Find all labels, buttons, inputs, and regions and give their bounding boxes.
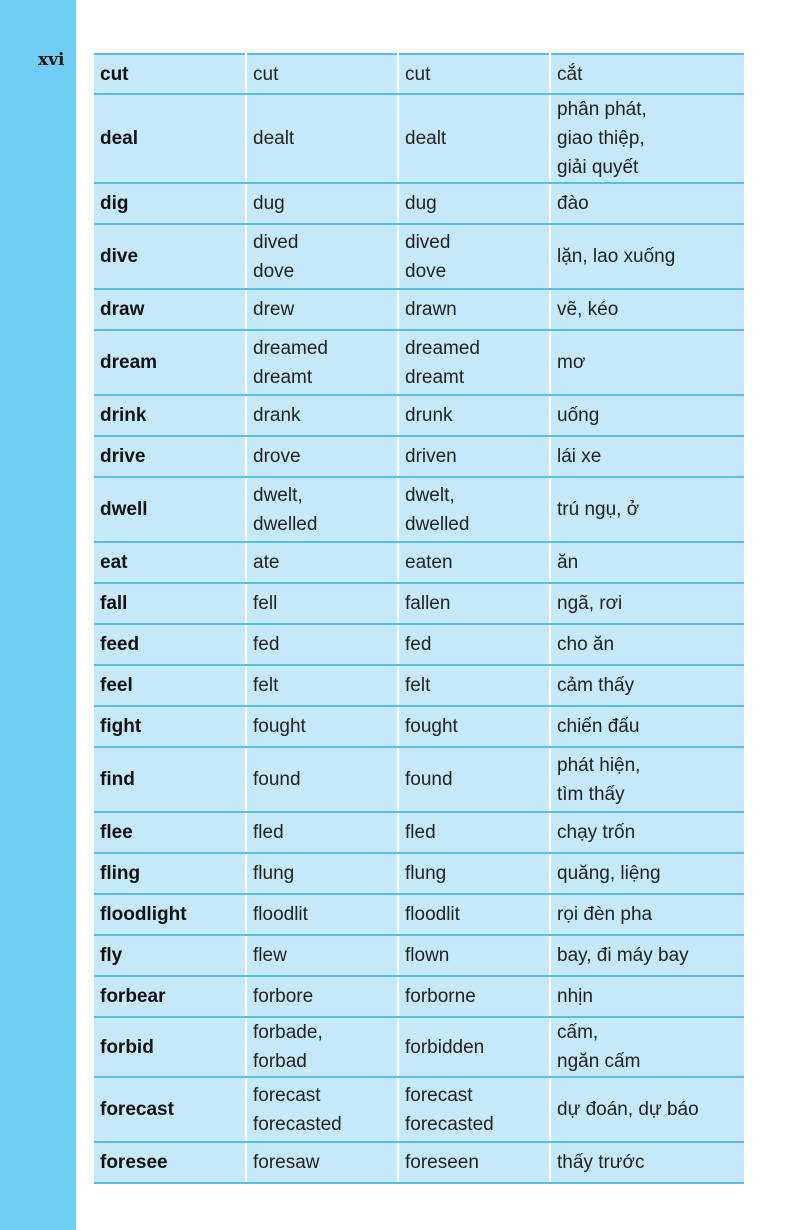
past-simple-cell-line: dove bbox=[253, 260, 295, 282]
past-participle-cell bbox=[398, 330, 550, 395]
table-row bbox=[94, 330, 744, 395]
meaning-cell-line: phát hiện, bbox=[557, 754, 641, 776]
past-participle-cell-line: drunk bbox=[405, 405, 453, 426]
meaning-cell bbox=[550, 935, 744, 976]
past-simple-cell-line: forbad bbox=[253, 1051, 307, 1072]
past-participle-cell-line: dreamt bbox=[405, 366, 465, 388]
past-participle-cell bbox=[398, 747, 550, 812]
table-row bbox=[94, 224, 744, 289]
base-form-cell: draw bbox=[94, 289, 246, 330]
base-form-cell: forecast bbox=[94, 1077, 246, 1142]
meaning-cell-line: uống bbox=[557, 405, 600, 426]
past-simple-cell-line: dug bbox=[253, 193, 285, 214]
table-row bbox=[94, 436, 744, 477]
past-simple-cell bbox=[246, 812, 398, 853]
base-form-cell: dig bbox=[94, 183, 246, 224]
past-participle-cell bbox=[398, 624, 550, 665]
base-form-cell: fly bbox=[94, 935, 246, 976]
past-simple-cell-line: flung bbox=[253, 863, 295, 884]
meaning-cell-line: rọi đèn pha bbox=[557, 904, 653, 925]
past-simple-cell-line: dealt bbox=[253, 128, 295, 149]
table-row bbox=[94, 894, 744, 935]
meaning-cell-line: cảm thấy bbox=[557, 675, 635, 696]
past-simple-cell bbox=[246, 54, 398, 94]
past-participle-cell bbox=[398, 812, 550, 853]
past-participle-cell-line: cut bbox=[405, 63, 431, 85]
past-simple-cell-line: dwelt, bbox=[253, 484, 303, 506]
past-participle-cell-line: dealt bbox=[405, 128, 447, 149]
meaning-cell-line: chiến đấu bbox=[557, 716, 640, 737]
past-participle-cell-line: dove bbox=[405, 260, 447, 282]
past-simple-cell bbox=[246, 477, 398, 542]
meaning-cell-line: bay, đi máy bay bbox=[557, 945, 689, 966]
table-row bbox=[94, 1017, 744, 1077]
base-form-cell: foresee bbox=[94, 1142, 246, 1183]
past-participle-cell bbox=[398, 436, 550, 477]
past-participle-cell bbox=[398, 853, 550, 894]
base-form-cell: forbid bbox=[94, 1017, 246, 1077]
meaning-cell-line: thấy trước bbox=[557, 1152, 645, 1173]
past-participle-cell-line: dug bbox=[405, 193, 437, 214]
past-simple-cell bbox=[246, 542, 398, 583]
meaning-cell bbox=[550, 330, 744, 395]
meaning-cell-line: đào bbox=[557, 193, 589, 214]
past-participle-cell bbox=[398, 1142, 550, 1183]
table-row bbox=[94, 395, 744, 436]
past-participle-cell bbox=[398, 665, 550, 706]
base-form-cell: floodlight bbox=[94, 894, 246, 935]
past-simple-cell-line: found bbox=[253, 769, 301, 790]
table-row bbox=[94, 812, 744, 853]
past-simple-cell bbox=[246, 224, 398, 289]
table-row bbox=[94, 54, 744, 94]
table-row bbox=[94, 853, 744, 894]
table-row bbox=[94, 289, 744, 330]
table-row bbox=[94, 183, 744, 224]
table-row bbox=[94, 935, 744, 976]
past-participle-cell-line: fallen bbox=[405, 593, 451, 614]
past-simple-cell-line: dreamt bbox=[253, 366, 313, 388]
past-participle-cell bbox=[398, 583, 550, 624]
past-participle-cell-line: felt bbox=[405, 675, 431, 696]
past-participle-cell bbox=[398, 542, 550, 583]
meaning-cell-line: giao thiệp, bbox=[557, 128, 645, 149]
past-participle-cell-line: forecasted bbox=[405, 1113, 494, 1135]
base-form-cell: dream bbox=[94, 330, 246, 395]
meaning-cell bbox=[550, 665, 744, 706]
meaning-cell bbox=[550, 477, 744, 542]
past-participle-cell-line: eaten bbox=[405, 552, 453, 573]
past-simple-cell bbox=[246, 747, 398, 812]
past-simple-cell bbox=[246, 1142, 398, 1183]
meaning-cell bbox=[550, 812, 744, 853]
past-participle-cell-line: foreseen bbox=[405, 1152, 479, 1173]
meaning-cell-line: ngăn cấm bbox=[557, 1051, 641, 1072]
meaning-cell-line: trú ngụ, ở bbox=[557, 499, 640, 520]
meaning-cell-line: giải quyết bbox=[557, 157, 639, 178]
past-simple-cell-line: drove bbox=[253, 446, 301, 467]
past-simple-cell-line: ate bbox=[253, 552, 280, 573]
past-simple-cell-line: cut bbox=[253, 63, 279, 85]
past-simple-cell-line: forbore bbox=[253, 986, 314, 1007]
base-form-cell: flee bbox=[94, 812, 246, 853]
meaning-cell bbox=[550, 436, 744, 477]
meaning-cell-line: phân phát, bbox=[557, 99, 647, 120]
meaning-cell-line: cấm, bbox=[557, 1022, 599, 1043]
meaning-cell bbox=[550, 224, 744, 289]
meaning-cell bbox=[550, 289, 744, 330]
side-color-band bbox=[0, 0, 76, 1230]
past-simple-cell bbox=[246, 436, 398, 477]
table-row bbox=[94, 1142, 744, 1183]
meaning-cell-line: chạy trốn bbox=[557, 822, 636, 843]
past-participle-cell-line: forborne bbox=[405, 986, 476, 1007]
past-participle-cell bbox=[398, 706, 550, 747]
past-participle-cell bbox=[398, 94, 550, 183]
meaning-cell bbox=[550, 976, 744, 1017]
table-row bbox=[94, 583, 744, 624]
base-form-cell: dive bbox=[94, 224, 246, 289]
base-form-cell: dwell bbox=[94, 477, 246, 542]
past-simple-cell bbox=[246, 395, 398, 436]
past-participle-cell bbox=[398, 894, 550, 935]
past-participle-cell bbox=[398, 477, 550, 542]
base-form-cell: drink bbox=[94, 395, 246, 436]
base-form-cell: drive bbox=[94, 436, 246, 477]
past-simple-cell bbox=[246, 583, 398, 624]
past-simple-cell bbox=[246, 1017, 398, 1077]
past-participle-cell bbox=[398, 224, 550, 289]
meaning-cell bbox=[550, 706, 744, 747]
past-simple-cell bbox=[246, 976, 398, 1017]
meaning-cell bbox=[550, 1142, 744, 1183]
meaning-cell-line: cho ăn bbox=[557, 634, 615, 655]
past-simple-cell-line: dreamed bbox=[253, 337, 328, 359]
meaning-cell bbox=[550, 894, 744, 935]
past-participle-cell bbox=[398, 289, 550, 330]
base-form-cell: fight bbox=[94, 706, 246, 747]
past-simple-cell-line: fell bbox=[253, 593, 278, 614]
past-participle-cell-line: driven bbox=[405, 446, 457, 467]
table-row bbox=[94, 624, 744, 665]
past-simple-cell-line: forbade, bbox=[253, 1022, 323, 1043]
past-participle-cell-line: found bbox=[405, 769, 453, 790]
past-participle-cell-line: flung bbox=[405, 863, 447, 884]
meaning-cell-line: ăn bbox=[557, 552, 579, 573]
past-participle-cell bbox=[398, 54, 550, 94]
meaning-cell bbox=[550, 54, 744, 94]
base-form-cell: find bbox=[94, 747, 246, 812]
past-simple-cell-line: dived bbox=[253, 231, 299, 253]
past-simple-cell bbox=[246, 706, 398, 747]
base-form-cell: fall bbox=[94, 583, 246, 624]
past-simple-cell-line: fled bbox=[253, 822, 284, 843]
past-participle-cell-line: forbidden bbox=[405, 1036, 485, 1058]
meaning-cell bbox=[550, 583, 744, 624]
base-form-cell: forbear bbox=[94, 976, 246, 1017]
past-simple-cell bbox=[246, 183, 398, 224]
past-simple-cell bbox=[246, 935, 398, 976]
past-participle-cell bbox=[398, 395, 550, 436]
table-row bbox=[94, 976, 744, 1017]
table-row bbox=[94, 542, 744, 583]
past-simple-cell bbox=[246, 1077, 398, 1142]
meaning-cell-line: ngã, rơi bbox=[557, 593, 623, 614]
past-participle-cell-line: dreamed bbox=[405, 337, 480, 359]
past-simple-cell-line: drew bbox=[253, 299, 295, 320]
table-row bbox=[94, 1077, 744, 1142]
past-simple-cell bbox=[246, 665, 398, 706]
past-simple-cell-line: felt bbox=[253, 675, 279, 696]
meaning-cell bbox=[550, 853, 744, 894]
past-simple-cell-line: dwelled bbox=[253, 513, 318, 535]
base-form-cell: eat bbox=[94, 542, 246, 583]
meaning-cell bbox=[550, 624, 744, 665]
base-form-cell: fling bbox=[94, 853, 246, 894]
past-participle-cell bbox=[398, 976, 550, 1017]
past-simple-cell-line: floodlit bbox=[253, 904, 308, 925]
meaning-cell-line: lặn, lao xuống bbox=[557, 246, 676, 267]
meaning-cell-line: lái xe bbox=[557, 446, 602, 467]
past-participle-cell-line: dwelled bbox=[405, 513, 470, 535]
past-participle-cell-line: forecast bbox=[405, 1084, 473, 1106]
irregular-verbs-table bbox=[94, 53, 744, 1184]
meaning-cell bbox=[550, 395, 744, 436]
base-form-cell: feed bbox=[94, 624, 246, 665]
meaning-cell bbox=[550, 747, 744, 812]
past-participle-cell bbox=[398, 1077, 550, 1142]
past-participle-cell bbox=[398, 1017, 550, 1077]
table-row bbox=[94, 477, 744, 542]
past-simple-cell bbox=[246, 289, 398, 330]
meaning-cell-line: tìm thấy bbox=[557, 783, 625, 805]
meaning-cell-line: mơ bbox=[557, 352, 586, 373]
meaning-cell-line: quăng, liệng bbox=[557, 863, 661, 884]
past-simple-cell-line: drank bbox=[253, 405, 301, 426]
past-participle-cell bbox=[398, 935, 550, 976]
meaning-cell bbox=[550, 94, 744, 183]
past-participle-cell-line: floodlit bbox=[405, 904, 460, 925]
meaning-cell bbox=[550, 542, 744, 583]
base-form-cell: cut bbox=[94, 54, 246, 94]
past-participle-cell-line: fled bbox=[405, 822, 436, 843]
table-row bbox=[94, 94, 744, 183]
past-simple-cell-line: foresaw bbox=[253, 1152, 320, 1173]
table-row bbox=[94, 706, 744, 747]
meaning-cell-line: vẽ, kéo bbox=[557, 299, 619, 320]
meaning-cell bbox=[550, 183, 744, 224]
past-participle-cell-line: drawn bbox=[405, 299, 457, 320]
past-participle-cell bbox=[398, 183, 550, 224]
past-simple-cell bbox=[246, 894, 398, 935]
past-participle-cell-line: fought bbox=[405, 716, 458, 737]
past-simple-cell bbox=[246, 624, 398, 665]
past-participle-cell-line: flown bbox=[405, 945, 450, 966]
base-form-cell: feel bbox=[94, 665, 246, 706]
page-number: xvi bbox=[38, 50, 65, 70]
table-row bbox=[94, 665, 744, 706]
past-participle-cell-line: dived bbox=[405, 231, 451, 253]
meaning-cell bbox=[550, 1017, 744, 1077]
past-participle-cell-line: fed bbox=[405, 634, 432, 655]
past-simple-cell-line: fed bbox=[253, 634, 280, 655]
past-simple-cell-line: fought bbox=[253, 716, 306, 737]
meaning-cell-line: nhịn bbox=[557, 986, 593, 1007]
meaning-cell bbox=[550, 1077, 744, 1142]
past-participle-cell-line: dwelt, bbox=[405, 484, 455, 506]
meaning-cell-line: cắt bbox=[557, 63, 583, 85]
past-simple-cell-line: forecast bbox=[253, 1084, 321, 1106]
past-simple-cell-line: forecasted bbox=[253, 1113, 342, 1135]
meaning-cell-line: dự đoán, dự báo bbox=[557, 1099, 699, 1120]
past-simple-cell-line: flew bbox=[253, 945, 287, 966]
base-form-cell: deal bbox=[94, 94, 246, 183]
past-simple-cell bbox=[246, 330, 398, 395]
table-row bbox=[94, 747, 744, 812]
past-simple-cell bbox=[246, 94, 398, 183]
past-simple-cell bbox=[246, 853, 398, 894]
